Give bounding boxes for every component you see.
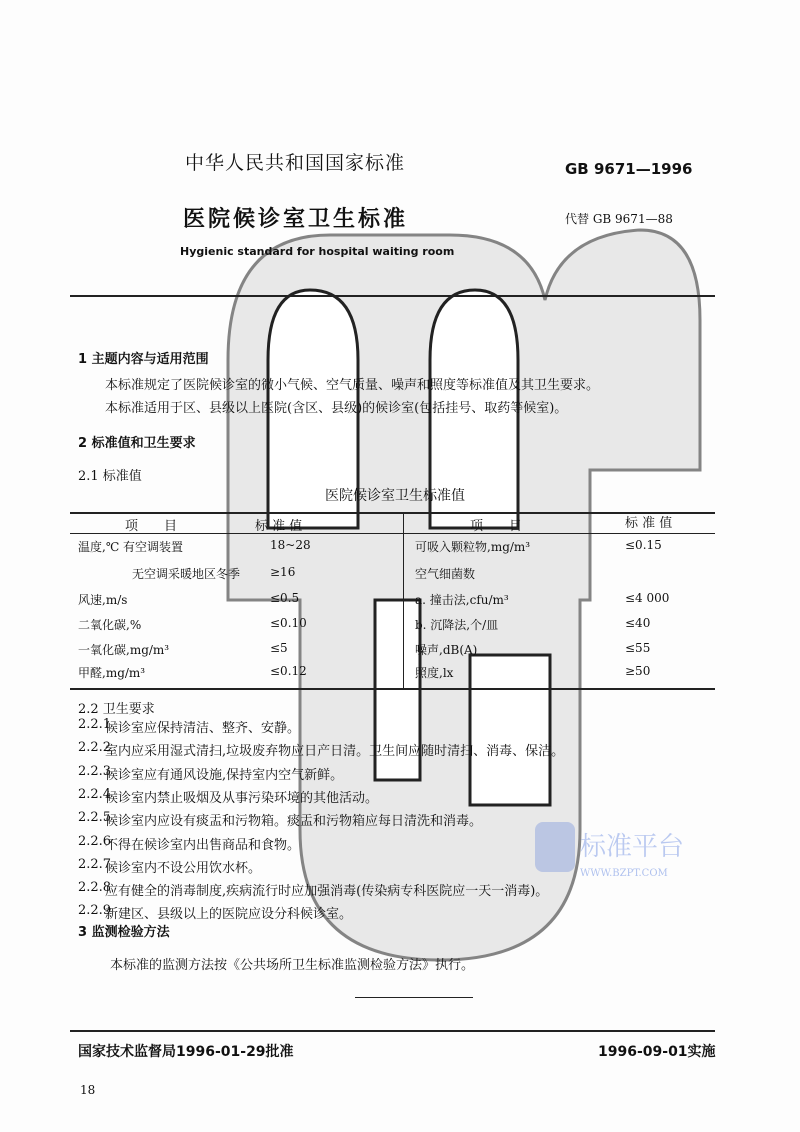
item-text: 应有健全的消毒制度,疾病流行时应加强消毒(传染病专科医院应一天一消毒)。 xyxy=(105,884,549,900)
item-number: 2.2.8 xyxy=(78,880,112,896)
table-cell: 甲醛,mg/m³ xyxy=(78,666,146,680)
table-cell: ≤5 xyxy=(270,641,288,655)
table-header: 标 准 值 xyxy=(255,519,303,534)
section-3-heading: 3 监测检验方法 xyxy=(78,925,170,940)
section-3-paragraph: 本标准的监测方法按《公共场所卫生标准监测检验方法》执行。 xyxy=(110,958,475,973)
table-cell: 照度,lx xyxy=(415,666,454,680)
approval-date: 国家技术监督局1996-01-29批准 xyxy=(78,1044,294,1060)
table-bottom-rule xyxy=(70,688,715,690)
table-cell: 可吸入颗粒物,mg/m³ xyxy=(415,540,531,554)
table-cell: a. 撞击法,cfu/m³ xyxy=(415,593,509,607)
table-cell: ≤0.10 xyxy=(270,616,307,630)
table-cell: 无空调采暖地区冬季 xyxy=(132,567,241,581)
footer-divider xyxy=(70,1030,715,1032)
page-number: 18 xyxy=(80,1083,96,1097)
table-column-divider xyxy=(403,512,404,688)
watermark-url: WWW.BZPT.COM xyxy=(580,868,668,879)
end-rule xyxy=(355,997,473,998)
standard-code: GB 9671—1996 xyxy=(565,160,693,178)
table-cell: ≤0.15 xyxy=(625,538,662,552)
item-text: 候诊室内应设有痰盂和污物箱。痰盂和污物箱应每日清洗和消毒。 xyxy=(105,814,483,830)
section-2-heading: 2 标准值和卫生要求 xyxy=(78,436,196,451)
item-text: 新建区、县级以上的医院应设分科候诊室。 xyxy=(105,907,353,923)
table-cell: ≤55 xyxy=(625,641,651,655)
item-text: 候诊室内不设公用饮水杯。 xyxy=(105,860,262,876)
item-number: 2.2.2 xyxy=(78,740,112,756)
table-cell: 温度,℃ 有空调装置 xyxy=(78,540,184,554)
item-text: 候诊室内禁止吸烟及从事污染环境的其他活动。 xyxy=(105,790,379,806)
subsection-2-1-heading: 2.1 标准值 xyxy=(78,469,142,484)
table-header: 项 目 xyxy=(125,519,178,534)
table-cell: 风速,m/s xyxy=(78,593,128,607)
document-title: 医院候诊室卫生标准 xyxy=(183,207,409,232)
item-number: 2.2.3 xyxy=(78,763,112,779)
table-cell: ≤0.5 xyxy=(270,591,300,605)
item-number: 2.2.9 xyxy=(78,903,112,919)
table-cell: ≥50 xyxy=(625,664,651,678)
item-text: 候诊室应有通风设施,保持室内空气新鲜。 xyxy=(105,767,344,783)
section-1-paragraph: 本标准适用于区、县级以上医院(含区、县级)的候诊室(包括挂号、取药等候室)。 xyxy=(105,401,568,416)
item-text: 不得在候诊室内出售商品和食物。 xyxy=(105,837,301,853)
item-number: 2.2.6 xyxy=(78,833,112,849)
subsection-2-2-heading: 2.2 卫生要求 xyxy=(78,702,155,717)
table-cell: 二氧化碳,% xyxy=(78,618,142,632)
item-number: 2.2.7 xyxy=(78,856,112,872)
table-header: 项 目 xyxy=(470,519,523,534)
table-cell: ≤40 xyxy=(625,616,651,630)
item-text: 候诊室应保持清洁、整齐、安静。 xyxy=(105,721,301,736)
item-number: 2.2.1 xyxy=(78,717,112,732)
table-cell: ≤0.12 xyxy=(270,664,307,678)
item-text: 室内应采用湿式清扫,垃圾废弃物应日产日清。卫生间应随时清扫、消毒、保洁。 xyxy=(105,744,565,760)
table-cell: b. 沉降法,个/皿 xyxy=(415,618,499,632)
national-standard-label: 中华人民共和国国家标准 xyxy=(185,152,406,174)
table-cell: ≤4 000 xyxy=(625,591,670,605)
section-1-heading: 1 主题内容与适用范围 xyxy=(78,352,209,367)
table-caption: 医院候诊室卫生标准值 xyxy=(325,488,465,504)
table-cell: 18~28 xyxy=(270,538,311,552)
item-number: 2.2.5 xyxy=(78,810,112,826)
effective-date: 1996-09-01实施 xyxy=(598,1044,716,1060)
table-cell: 空气细菌数 xyxy=(415,567,476,581)
table-header: 标 准 值 xyxy=(625,516,673,531)
table-cell: 一氧化碳,mg/m³ xyxy=(78,643,170,657)
table-cell: 噪声,dB(A) xyxy=(415,643,478,657)
item-number: 2.2.4 xyxy=(78,786,112,802)
replaces-label: 代替 GB 9671—88 xyxy=(565,212,673,226)
watermark-name: 标准平台 xyxy=(580,832,685,862)
table-top-rule xyxy=(70,512,715,514)
header-divider xyxy=(70,295,715,297)
section-1-paragraph: 本标准规定了医院候诊室的微小气候、空气质量、噪声和照度等标准值及其卫生要求。 xyxy=(105,378,600,393)
table-cell: ≥16 xyxy=(270,565,296,579)
english-title: Hygienic standard for hospital waiting room xyxy=(180,245,455,258)
